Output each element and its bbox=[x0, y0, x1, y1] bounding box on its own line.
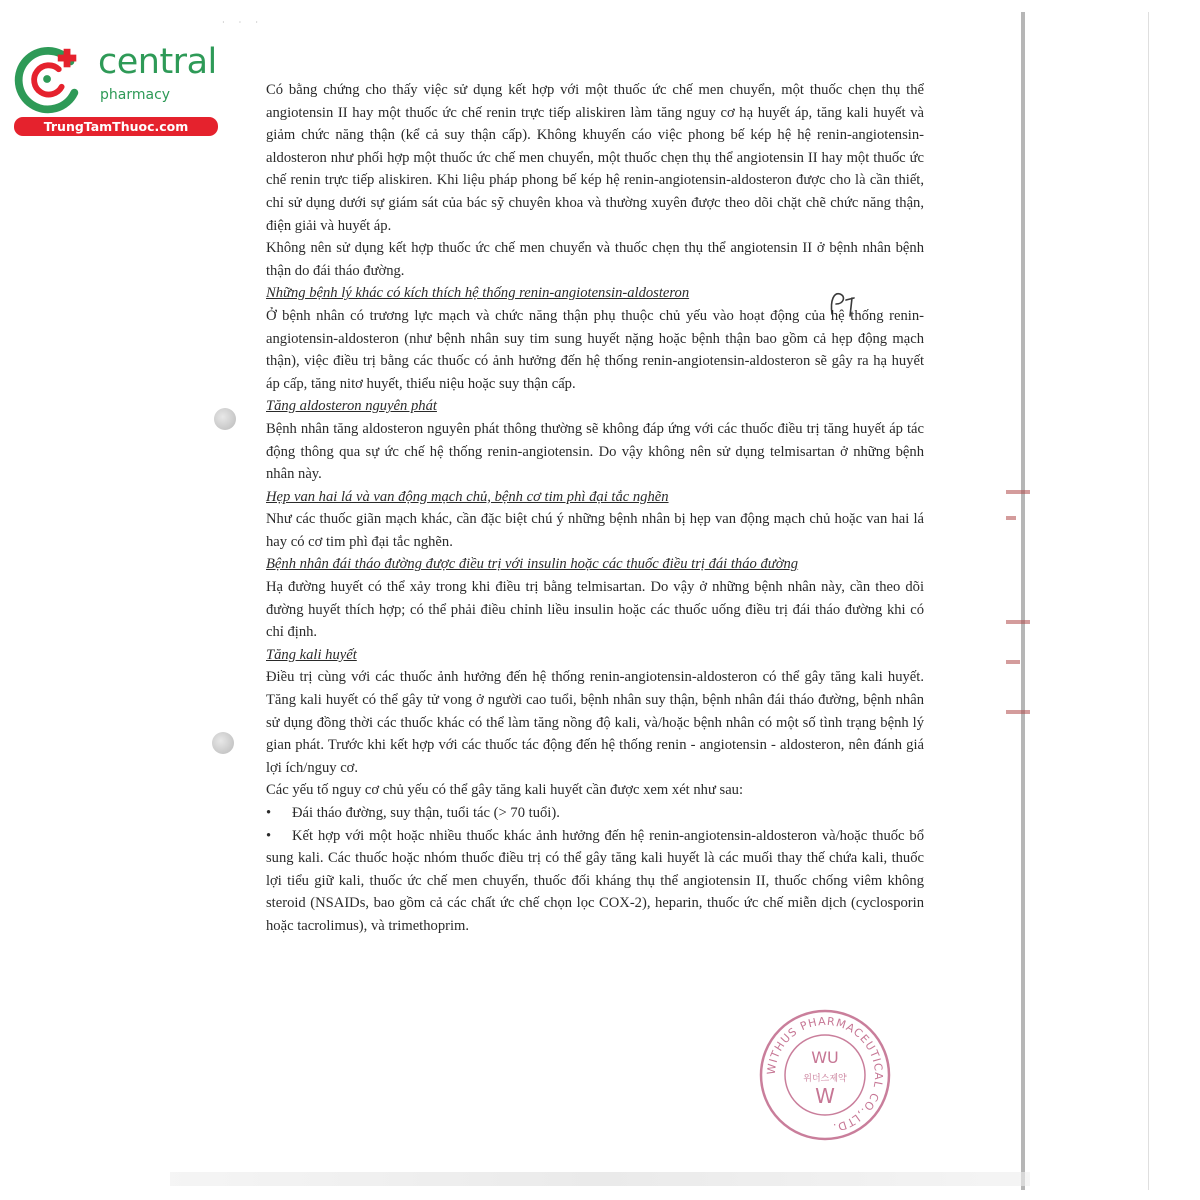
brand-name: central bbox=[98, 42, 217, 82]
paragraph: Hạ đường huyết có thể xảy trong khi điều trị bằng telmisartan. Do vậy ở những bệnh nhân này, cần theo dõi đường huyết thích hợp; có thể phải điều chỉnh liều insulin hoặc các thuốc uống điều trị đái tháo đường khi có chỉ định. bbox=[266, 579, 924, 641]
punch-hole-top bbox=[214, 408, 236, 430]
stamp-center-bottom: W bbox=[815, 1084, 835, 1108]
section-heading: Tăng kali huyết bbox=[266, 646, 357, 663]
section-heading: Hẹp van hai lá và van động mạch chủ, bệnh cơ tim phì đại tắc nghẽn bbox=[266, 488, 669, 505]
section-heading: Những bệnh lý khác có kích thích hệ thống renin-angiotensin-aldosteron bbox=[266, 285, 690, 302]
bullet-text: Đái tháo đường, suy thận, tuổi tác (> 70 tuổi). bbox=[292, 805, 560, 821]
bullet-icon: • bbox=[266, 805, 272, 821]
paragraph: Không nên sử dụng kết hợp thuốc ức chế men chuyển và thuốc chẹn thụ thể angiotensin II ở bệnh nhân bệnh thận do đái tháo đường. bbox=[266, 240, 924, 279]
margin-marks bbox=[1000, 470, 1040, 770]
bullet-item bbox=[266, 802, 924, 825]
bullet-icon: • bbox=[266, 827, 272, 844]
bullet-item bbox=[266, 825, 924, 938]
section-heading: Tăng aldosteron nguyên phát bbox=[266, 398, 437, 415]
section-heading: Bệnh nhân đái tháo đường được điều trị với insulin hoặc các thuốc điều trị đái tháo đường bbox=[266, 556, 799, 573]
stamp-center-mid: 위더스제약 bbox=[803, 1074, 847, 1084]
bullet-text: Kết hợp với một hoặc nhiều thuốc khác ảnh hưởng đến hệ renin-angiotensin-aldosteron và/hoặc thuốc bổ sung kali. Các thuốc hoặc nhóm thuốc điều trị có thể gây tăng kali huyết là các muối thay thế chứa kali, thuốc lợi tiểu giữ kali, thuốc ức chế men chuyển, thuốc đối kháng thụ thể angiotensin II, thuốc chống viêm không steroid (NSAIDs, bao gồm cả các chất ức chế chọn lọc COX-2), heparin, thuốc ức chế miễn dịch (cyclosporin hoặc tacrolimus), và trimethoprim. bbox=[266, 827, 924, 934]
document-body bbox=[266, 79, 924, 938]
pharmacy-logo[interactable] bbox=[10, 38, 215, 136]
central-pharmacy-logo-icon bbox=[10, 40, 88, 118]
paragraph: Ở bệnh nhân có trương lực mạch và chức năng thận phụ thuộc chủ yếu vào hoạt động của hệ thống renin-angiotensin-aldosteron (như bệnh nhân suy tim sung huyết nặng hoặc bệnh thận bao gồm cả hẹp động mạch thận), việc điều trị bằng các thuốc có ảnh hưởng đến hệ thống renin-angiotensin-aldosteron sẽ gây ra hạ huyết áp cấp, tăng nitơ huyết, thiểu niệu hoặc suy thận cấp. bbox=[266, 307, 924, 392]
stamp-ring-text: WITHUS PHARMACEUTICAL CO.,LTD. bbox=[764, 1014, 886, 1135]
company-stamp bbox=[757, 1007, 893, 1143]
scan-specks: · · · bbox=[222, 18, 264, 27]
paragraph: Như các thuốc giãn mạch khác, cần đặc biệt chú ý những bệnh nhân bị hẹp van động mạch chủ hoặc van hai lá hay có cơ tim phì đại tắc nghẽn. bbox=[266, 511, 924, 550]
paragraph: Các yếu tố nguy cơ chủ yếu có thể gây tăng kali huyết cần được xem xét như sau: bbox=[266, 782, 744, 799]
page-edge-line-faint bbox=[1148, 12, 1149, 1190]
punch-hole-bottom bbox=[212, 732, 234, 754]
stamp-center-top: WU bbox=[811, 1048, 839, 1067]
scan-bottom-band bbox=[170, 1172, 1030, 1186]
brand-url[interactable]: TrungTamThuoc.com bbox=[14, 117, 218, 136]
paragraph: Có bằng chứng cho thấy việc sử dụng kết hợp với một thuốc ức chế men chuyển, một thuốc chẹn thụ thể angiotensin II hay một thuốc ức chế renin trực tiếp aliskiren làm tăng nguy cơ hạ huyết áp, tăng kali huyết và giảm chức năng thận (kể cả suy thận cấp). Không khuyến cáo việc phong bế kép hệ hệ renin-angiotensin-aldosteron như phối hợp một thuốc ức chế men chuyển, một thuốc chẹn thụ thể angiotensin II hay một thuốc ức chế renin trực tiếp aliskiren. Khi liệu pháp phong bế kép hệ renin-angiotensin-aldosteron được cho là cần thiết, chỉ sử dụng dưới sự giám sát của bác sỹ chuyên khoa và thường xuyên được theo dõi chặt chẽ chức năng thận, điện giải và huyết áp. bbox=[266, 82, 924, 234]
paragraph: Điều trị cùng với các thuốc ảnh hưởng đến hệ thống renin-angiotensin-aldosteron có thể gây tăng kali huyết. Tăng kali huyết có thể gây tử vong ở người cao tuổi, bệnh nhân suy thận, bệnh nhân đái tháo đường, bệnh nhân sử dụng đồng thời các thuốc khác có thể làm tăng nồng độ kali, và/hoặc bệnh nhân có một số tình trạng bệnh lý gian phát. Trước khi kết hợp với các thuốc tác động đến hệ thống renin - angiotensin - aldosteron, nên đánh giá lợi ích/nguy cơ. bbox=[266, 669, 924, 776]
brand-subtitle: pharmacy bbox=[100, 87, 171, 103]
paragraph: Bệnh nhân tăng aldosteron nguyên phát thông thường sẽ không đáp ứng với các thuốc điều trị tăng huyết áp tác động thông qua sự ức chế hệ thống renin-angiotensin. Do vậy không nên sử dụng telmisartan ở những bệnh nhân này. bbox=[266, 420, 924, 483]
